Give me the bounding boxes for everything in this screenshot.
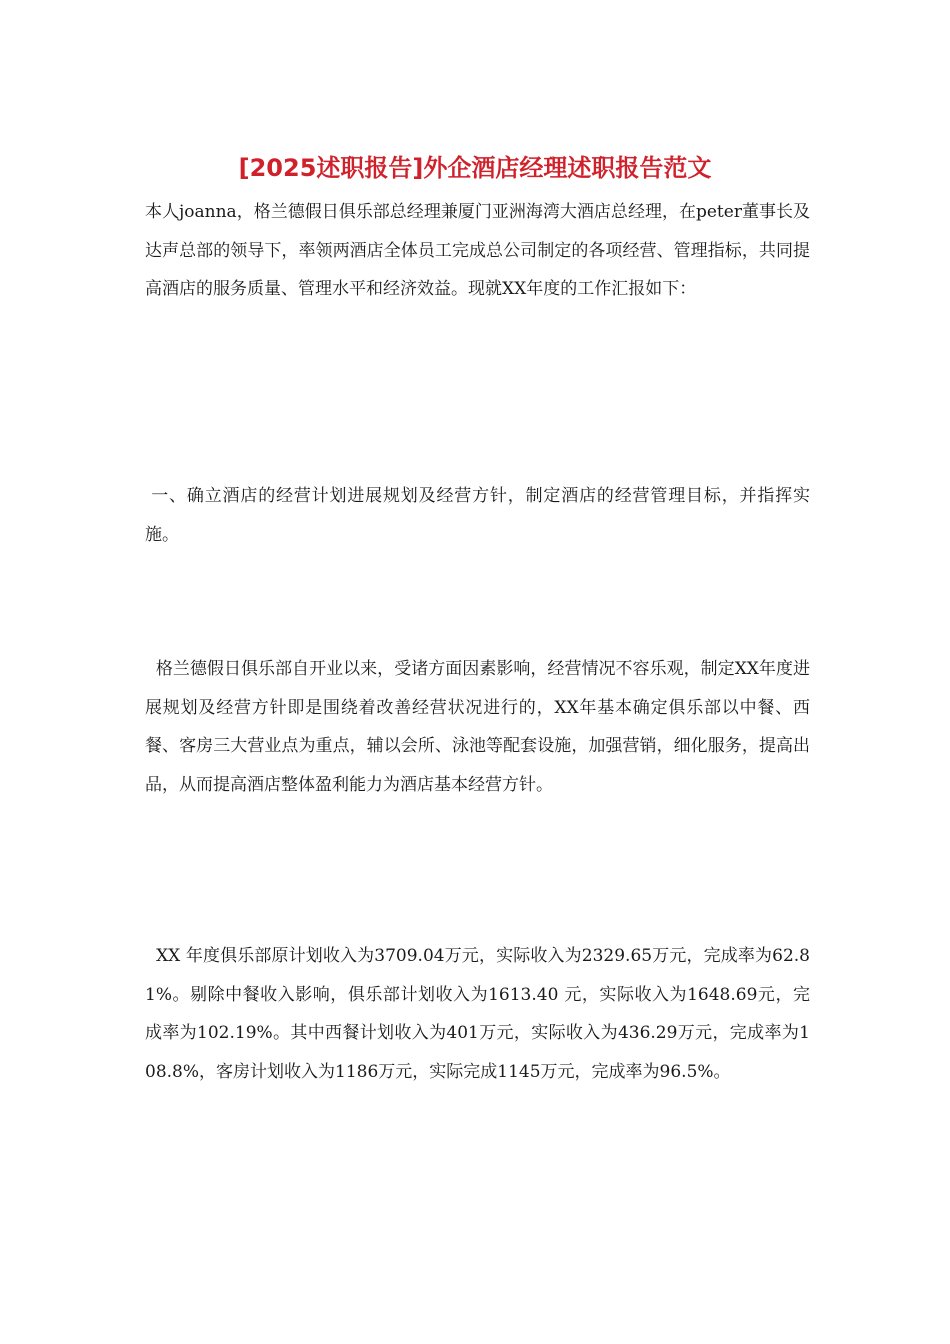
paragraph-section-one-heading: 一、确立酒店的经营计划进展规划及经营方针，制定酒店的经营管理目标，并指挥实施。 [145, 486, 810, 545]
paragraph-business-plan: 格兰德假日俱乐部自开业以来，受诸方面因素影响，经营情况不容乐观，制定XX年度进展规划及经营方针即是围绕着改善经营状况进行的，XX年基本确定俱乐部以中餐、西餐、客房三大营业点为重点，辅以会所、泳池等配套设施，加强营销，细化服务，提高出品，从而提高酒店整体盈利能力为酒店基本经营方针。 [145, 659, 810, 795]
document-title: [2025述职报告]外企酒店经理述职报告范文 [238, 154, 712, 182]
paragraph-intro: 本人joanna，格兰德假日俱乐部总经理兼厦门亚洲海湾大酒店总经理，在peter董事长及达声总部的领导下，率领两酒店全体员工完成总公司制定的各项经营、管理指标，共同提高酒店的服务质量、管理水平和经济效益。现就XX年度的工作汇报如下： [145, 202, 810, 299]
paragraph-revenue-figures: XX 年度俱乐部原计划收入为3709.04万元，实际收入为2329.65万元，完成率为62.81%。剔除中餐收入影响，俱乐部计划收入为1613.40 元，实际收入为1648.69元，完成率为102.19%。其中西餐计划收入为401万元，实际收入为436.29万元，完成率为108.8%，客房计划收入为1186万元，实际完成1145万元，完成率为96.5%。 [145, 946, 810, 1082]
